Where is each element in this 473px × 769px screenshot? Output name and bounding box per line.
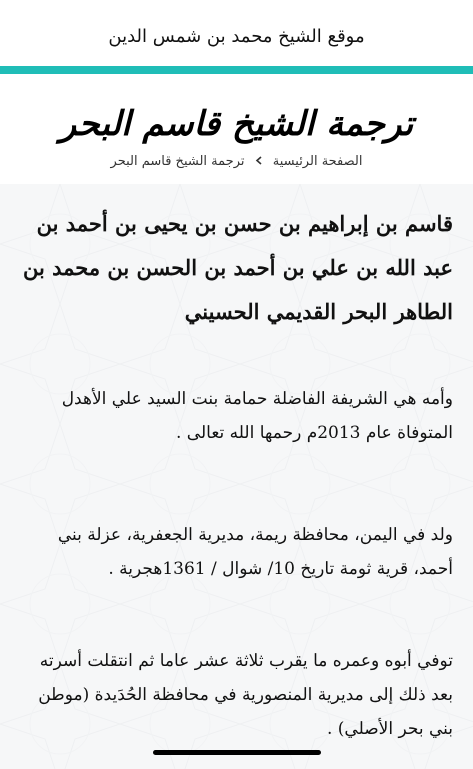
- page-header: [0, 74, 473, 184]
- site-title[interactable]: موقع الشيخ محمد بن شمس الدين: [108, 26, 365, 47]
- top-bar: [0, 0, 473, 66]
- full-name-heading: قاسم بن إبراهيم بن حسن بن يحيى بن أحمد بن عبد الله بن علي بن أحمد بن الحسن بن محمد بن الطاهر البحر القديمي الحسيني: [22, 211, 453, 324]
- paragraph-father: توفي أبوه وعمره ما يقرب ثلاثة عشر عاما ثم انتقلت أسرته بعد ذلك إلى مديرية المنصورية في محافظة الحُدَيدة (موطن بني بحر الأصلي) .: [38, 651, 453, 739]
- page-title: ترجمة الشيخ قاسم البحر: [59, 104, 414, 144]
- breadcrumb-current: ترجمة الشيخ قاسم البحر: [110, 154, 245, 169]
- paragraph-mother: وأمه هي الشريفة الفاضلة حمامة بنت السيد علي الأهدل المتوفاة عام 2013م رحمها الله تعالى .: [61, 389, 453, 443]
- paragraph-birth: ولد في اليمن، محافظة ريمة، مديرية الجعفرية، عزلة بني أحمد، قرية ثومة تاريخ 10/ شوال / 1361هجرية .: [57, 525, 453, 579]
- chevron-left-icon: [255, 156, 263, 168]
- content-area: [0, 184, 473, 769]
- breadcrumb: [0, 154, 473, 169]
- accent-bar: [0, 66, 473, 74]
- home-indicator[interactable]: [153, 750, 321, 755]
- breadcrumb-home-link[interactable]: الصفحة الرئيسية: [272, 154, 363, 169]
